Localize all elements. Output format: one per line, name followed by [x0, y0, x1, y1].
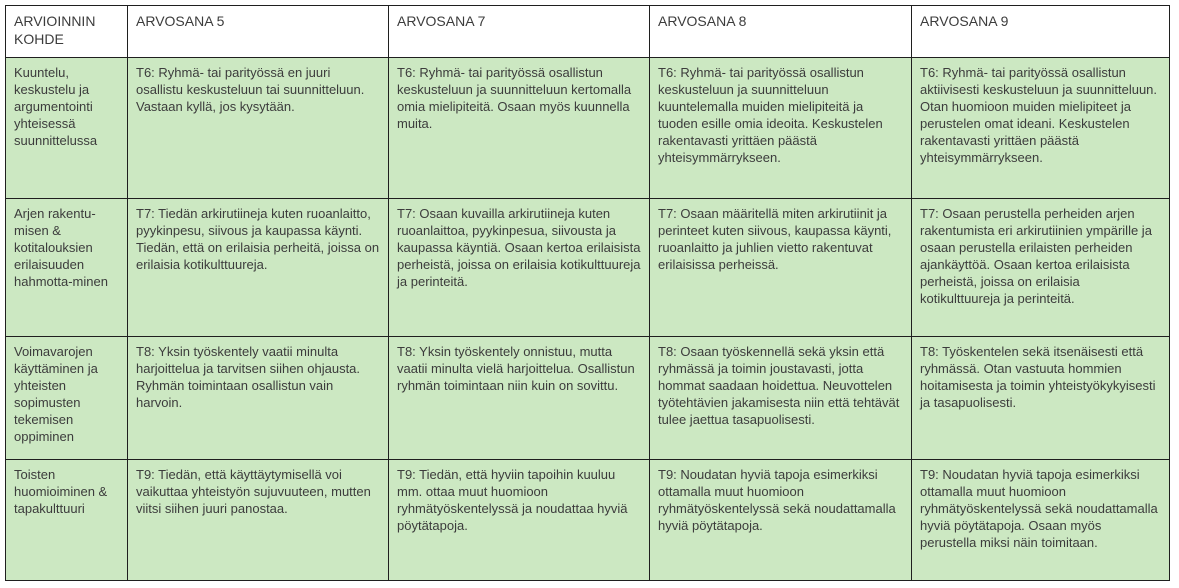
rubric-cell: T9: Tiedän, että käyttäytymisellä voi vaikuttaa yhteistyön sujuvuuteen, mutten viitsi siihen juuri panostaa.	[128, 460, 389, 581]
table-row	[6, 460, 1170, 581]
assessment-rubric-table	[5, 5, 1170, 581]
column-header-arvosana-8: ARVOSANA 8	[650, 6, 912, 58]
header-row	[6, 6, 1170, 58]
rubric-cell: T7: Osaan kuvailla arkirutiineja kuten ruoanlaittoa, pyykinpesua, siivousta ja kaupassa käyntiä. Osaan kertoa erilaisista perheistä, joissa on erilaisia kotikulttuureja ja perinteitä.	[389, 199, 650, 337]
column-header-arvosana-7: ARVOSANA 7	[389, 6, 650, 58]
row-topic: Voimavarojen käyttäminen ja yhteisten sopimusten tekemisen oppiminen	[6, 337, 128, 460]
row-topic: Toisten huomioiminen & tapakulttuuri	[6, 460, 128, 581]
table-row	[6, 58, 1170, 199]
table-row	[6, 337, 1170, 460]
rubric-cell: T9: Noudatan hyviä tapoja esimerkiksi ottamalla muut huomioon ryhmätyöskentelyssä sekä noudattamalla hyviä pöytätapoja. Osaan myös perustella miksi näin toimitaan.	[912, 460, 1170, 581]
rubric-cell: T9: Tiedän, että hyviin tapoihin kuuluu mm. ottaa muut huomioon ryhmätyöskentelyssä ja noudattaa hyviä pöytätapoja.	[389, 460, 650, 581]
column-header-arvioinnin-kohde: ARVIOINNIN KOHDE	[6, 6, 128, 58]
rubric-cell: T8: Yksin työskentely vaatii minulta harjoittelua ja tarvitsen siihen ohjausta. Ryhmän toimintaan osallistun vain harvoin.	[128, 337, 389, 460]
rubric-cell: T8: Yksin työskentely onnistuu, mutta vaatii minulta vielä harjoittelua. Osallistun ryhmän toimintaan niin kuin on sovittu.	[389, 337, 650, 460]
column-header-arvosana-5: ARVOSANA 5	[128, 6, 389, 58]
rubric-cell: T6: Ryhmä- tai parityössä osallistun aktiivisesti keskusteluun ja suunnitteluun. Otan huomioon muiden mielipiteet ja perustelen omat ideani. Keskustelen rakentavasti yrittäen päästä yhteisymmärrykseen.	[912, 58, 1170, 199]
column-header-arvosana-9: ARVOSANA 9	[912, 6, 1170, 58]
table-row	[6, 199, 1170, 337]
rubric-cell: T7: Tiedän arkirutiineja kuten ruoanlaitto, pyykinpesu, siivous ja kaupassa käynti. Tiedän, että on erilaisia perheitä, joissa on erilaisia kotikulttuureja.	[128, 199, 389, 337]
row-topic: Kuuntelu, keskustelu ja argumentointi yhteisessä suunnittelussa	[6, 58, 128, 199]
rubric-cell: T6: Ryhmä- tai parityössä osallistun keskusteluun ja suunnitteluun kuuntelemalla muiden mielipiteitä ja tuoden esille omia ideoita. Keskustelen rakentavasti yrittäen päästä yhteisymmärrykseen.	[650, 58, 912, 199]
rubric-cell: T8: Työskentelen sekä itsenäisesti että ryhmässä. Otan vastuuta hommien hoitamisesta ja toimin yhteistyökykyisesti ja tasapuolisesti.	[912, 337, 1170, 460]
row-topic: Arjen rakentu-misen & kotitalouksien erilaisuuden hahmotta-minen	[6, 199, 128, 337]
rubric-cell: T6: Ryhmä- tai parityössä en juuri osallistu keskusteluun tai suunnitteluun. Vastaan kyllä, jos kysytään.	[128, 58, 389, 199]
rubric-cell: T7: Osaan perustella perheiden arjen rakentumista eri arkirutiinien ympärille ja osaan perustella erilaisten perheiden ajankäyttöä. Osaan kertoa erilaisista perheistä, joissa on erilaisia kotikulttuureja ja perinteitä.	[912, 199, 1170, 337]
rubric-cell: T7: Osaan määritellä miten arkirutiinit ja perinteet kuten siivous, kaupassa käynti, ruoanlaitto ja juhlien vietto rakentuvat erilaisissa perheissä.	[650, 199, 912, 337]
rubric-cell: T9: Noudatan hyviä tapoja esimerkiksi ottamalla muut huomioon ryhmätyöskentelyssä sekä noudattamalla hyviä pöytätapoja.	[650, 460, 912, 581]
rubric-cell: T6: Ryhmä- tai parityössä osallistun keskusteluun ja suunnitteluun kertomalla omia mielipiteitä. Osaan myös kuunnella muita.	[389, 58, 650, 199]
rubric-cell: T8: Osaan työskennellä sekä yksin että ryhmässä ja toimin joustavasti, jotta hommat saadaan hoidettua. Neuvottelen työtehtävien jakamisesta niin että tehtävät tulee jaettua tasapuolisesti.	[650, 337, 912, 460]
